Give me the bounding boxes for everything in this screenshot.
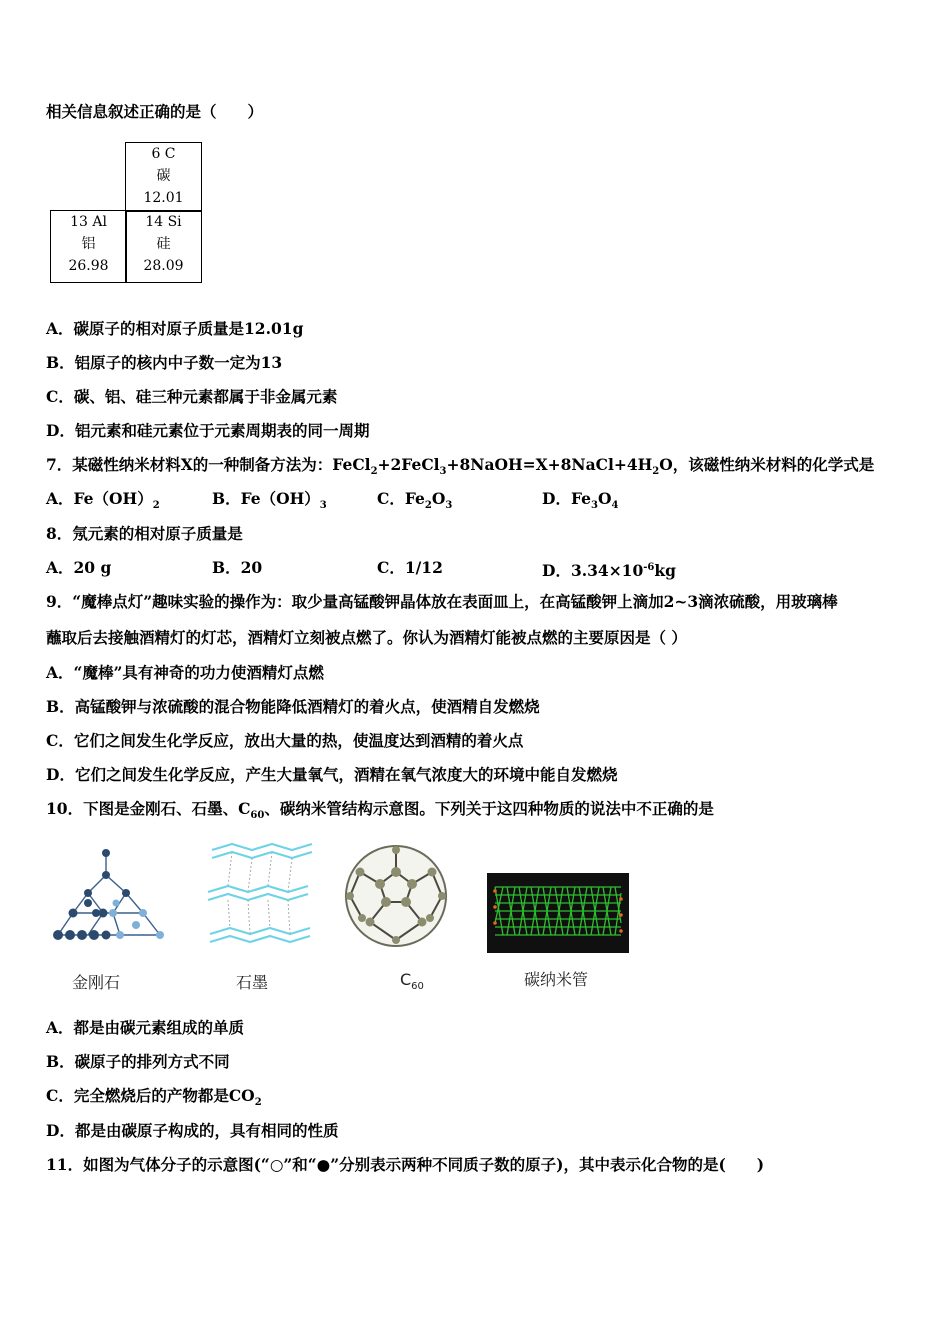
- q6-option-d[interactable]: D．铝元素和硅元素位于元素周期表的同一周期: [46, 421, 370, 440]
- q9-stem-line1: 9．“魔棒点灯”趣味实验的操作为：取少量高锰酸钾晶体放在表面皿上，在高锰酸钾上滴加2~3滴浓硫酸，用玻璃棒: [46, 592, 838, 611]
- q8-d-text: kg: [654, 561, 676, 581]
- element-cell-silicon: [125, 210, 202, 283]
- graphite-structure-image: [204, 840, 320, 948]
- q7-d-sub: 4: [611, 500, 619, 512]
- q10-stem-part: 、碳纳米管结构示意图。下列关于这四种物质的说法中不正确的是: [264, 799, 714, 818]
- q9-option-a[interactable]: A．“魔棒”具有神奇的功力使酒精灯点燃: [46, 663, 324, 682]
- q7-a-sub: 2: [152, 500, 160, 512]
- q7-d-text: O: [597, 489, 612, 508]
- q10-c-text: C．完全燃烧后的产物都是CO: [46, 1086, 255, 1105]
- q6-option-a[interactable]: A．碳原子的相对原子质量是12.01g: [46, 319, 304, 338]
- nanotube-structure-image: [487, 873, 629, 953]
- q8-option-b[interactable]: B．20: [212, 558, 263, 577]
- graphite-label: 石墨: [236, 973, 269, 992]
- q7-c-sub: 2: [424, 500, 432, 512]
- c60-label: [400, 970, 424, 992]
- q7-a-text: A．Fe（OH）: [46, 489, 153, 508]
- c60-label-sub: 60: [411, 981, 424, 993]
- q7-sub: 3: [439, 466, 447, 478]
- element-cell-aluminum: [50, 210, 127, 283]
- c60-structure-image: [340, 842, 452, 950]
- element-cell-carbon: [125, 142, 202, 212]
- carbon-mass: 12.01: [143, 190, 184, 206]
- q9-option-d[interactable]: D．它们之间发生化学反应，产生大量氧气，酒精在氧气浓度大的环境中能自发燃烧: [46, 765, 618, 784]
- q10-option-d[interactable]: D．都是由碳原子构成的，具有相同的性质: [46, 1121, 339, 1140]
- diamond-structure-image: [48, 845, 168, 945]
- q7-stem-part: +2FeCl: [377, 455, 440, 474]
- q7-stem-part: 7．某磁性纳米材料X的一种制备方法为：FeCl: [46, 455, 371, 474]
- q7-d-text: D．Fe: [542, 489, 591, 508]
- q10-sub: 60: [250, 810, 265, 822]
- silicon-mass: 28.09: [143, 258, 184, 274]
- q9-option-b[interactable]: B．高锰酸钾与浓硫酸的混合物能降低酒精灯的着火点，使酒精自发燃烧: [46, 697, 540, 716]
- q7-stem-part: O，该磁性纳米材料的化学式是: [659, 455, 875, 474]
- silicon-number-symbol: 14 Si: [145, 214, 182, 230]
- q6-option-c[interactable]: C．碳、铝、硅三种元素都属于非金属元素: [46, 387, 338, 406]
- q10-option-b[interactable]: B．碳原子的排列方式不同: [46, 1052, 230, 1071]
- q7-c-text: C．Fe: [377, 489, 425, 508]
- q8-d-text: D．3.34×10: [542, 561, 644, 581]
- q7-stem: [46, 455, 874, 482]
- carbon-number-symbol: 6 C: [151, 146, 176, 162]
- q8-option-d[interactable]: [542, 558, 676, 581]
- q7-d-sub: 3: [590, 500, 598, 512]
- q9-stem-line2: 蘸取后去接触酒精灯的灯芯，酒精灯立刻被点燃了。你认为酒精灯能被点燃的主要原因是（ ）: [46, 628, 687, 647]
- q7-c-sub: 3: [445, 500, 453, 512]
- q8-option-a[interactable]: A．20 g: [46, 558, 112, 577]
- q7-options: [46, 489, 926, 511]
- q7-b-sub: 3: [319, 500, 327, 512]
- q11-stem: 11．如图为气体分子的示意图(“○”和“●”分别表示两种不同质子数的原子)，其中表示化合物的是( ): [46, 1155, 765, 1174]
- q10-option-a[interactable]: A．都是由碳元素组成的单质: [46, 1018, 245, 1037]
- q8-options: [46, 558, 926, 580]
- q10-stem: [46, 799, 714, 826]
- q10-option-c[interactable]: [46, 1086, 262, 1113]
- nanotube-label: 碳纳米管: [524, 970, 589, 989]
- q7-option-a[interactable]: [46, 489, 160, 516]
- q7-sub: 2: [652, 466, 660, 478]
- q9-option-c[interactable]: C．它们之间发生化学反应，放出大量的热，使温度达到酒精的着火点: [46, 731, 524, 750]
- aluminum-number-symbol: 13 Al: [70, 214, 107, 230]
- q6-option-b[interactable]: B．铝原子的核内中子数一定为13: [46, 353, 283, 372]
- q8-d-sup: -6: [643, 562, 655, 573]
- q7-option-c[interactable]: [377, 489, 452, 516]
- q7-c-text: O: [431, 489, 446, 508]
- aluminum-name: 铝: [81, 236, 96, 252]
- q8-option-c[interactable]: C．1/12: [377, 558, 443, 577]
- q10-c-sub: 2: [254, 1097, 262, 1109]
- question-intro: 相关信息叙述正确的是（ ）: [46, 102, 264, 121]
- carbon-name: 碳: [156, 168, 171, 184]
- silicon-name: 硅: [156, 236, 171, 252]
- q7-sub: 2: [370, 466, 378, 478]
- q7-option-d[interactable]: [542, 489, 618, 516]
- diamond-label: 金刚石: [72, 973, 121, 992]
- q7-option-b[interactable]: [212, 489, 327, 516]
- aluminum-mass: 26.98: [68, 258, 109, 274]
- q7-b-text: B．Fe（OH）: [212, 489, 320, 508]
- q10-stem-part: 10．下图是金刚石、石墨、C: [46, 799, 251, 818]
- q8-stem: 8．氖元素的相对原子质量是: [46, 524, 243, 543]
- c60-label-text: C: [400, 970, 412, 989]
- q7-stem-part: +8NaOH=X+8NaCl+4H: [446, 455, 653, 474]
